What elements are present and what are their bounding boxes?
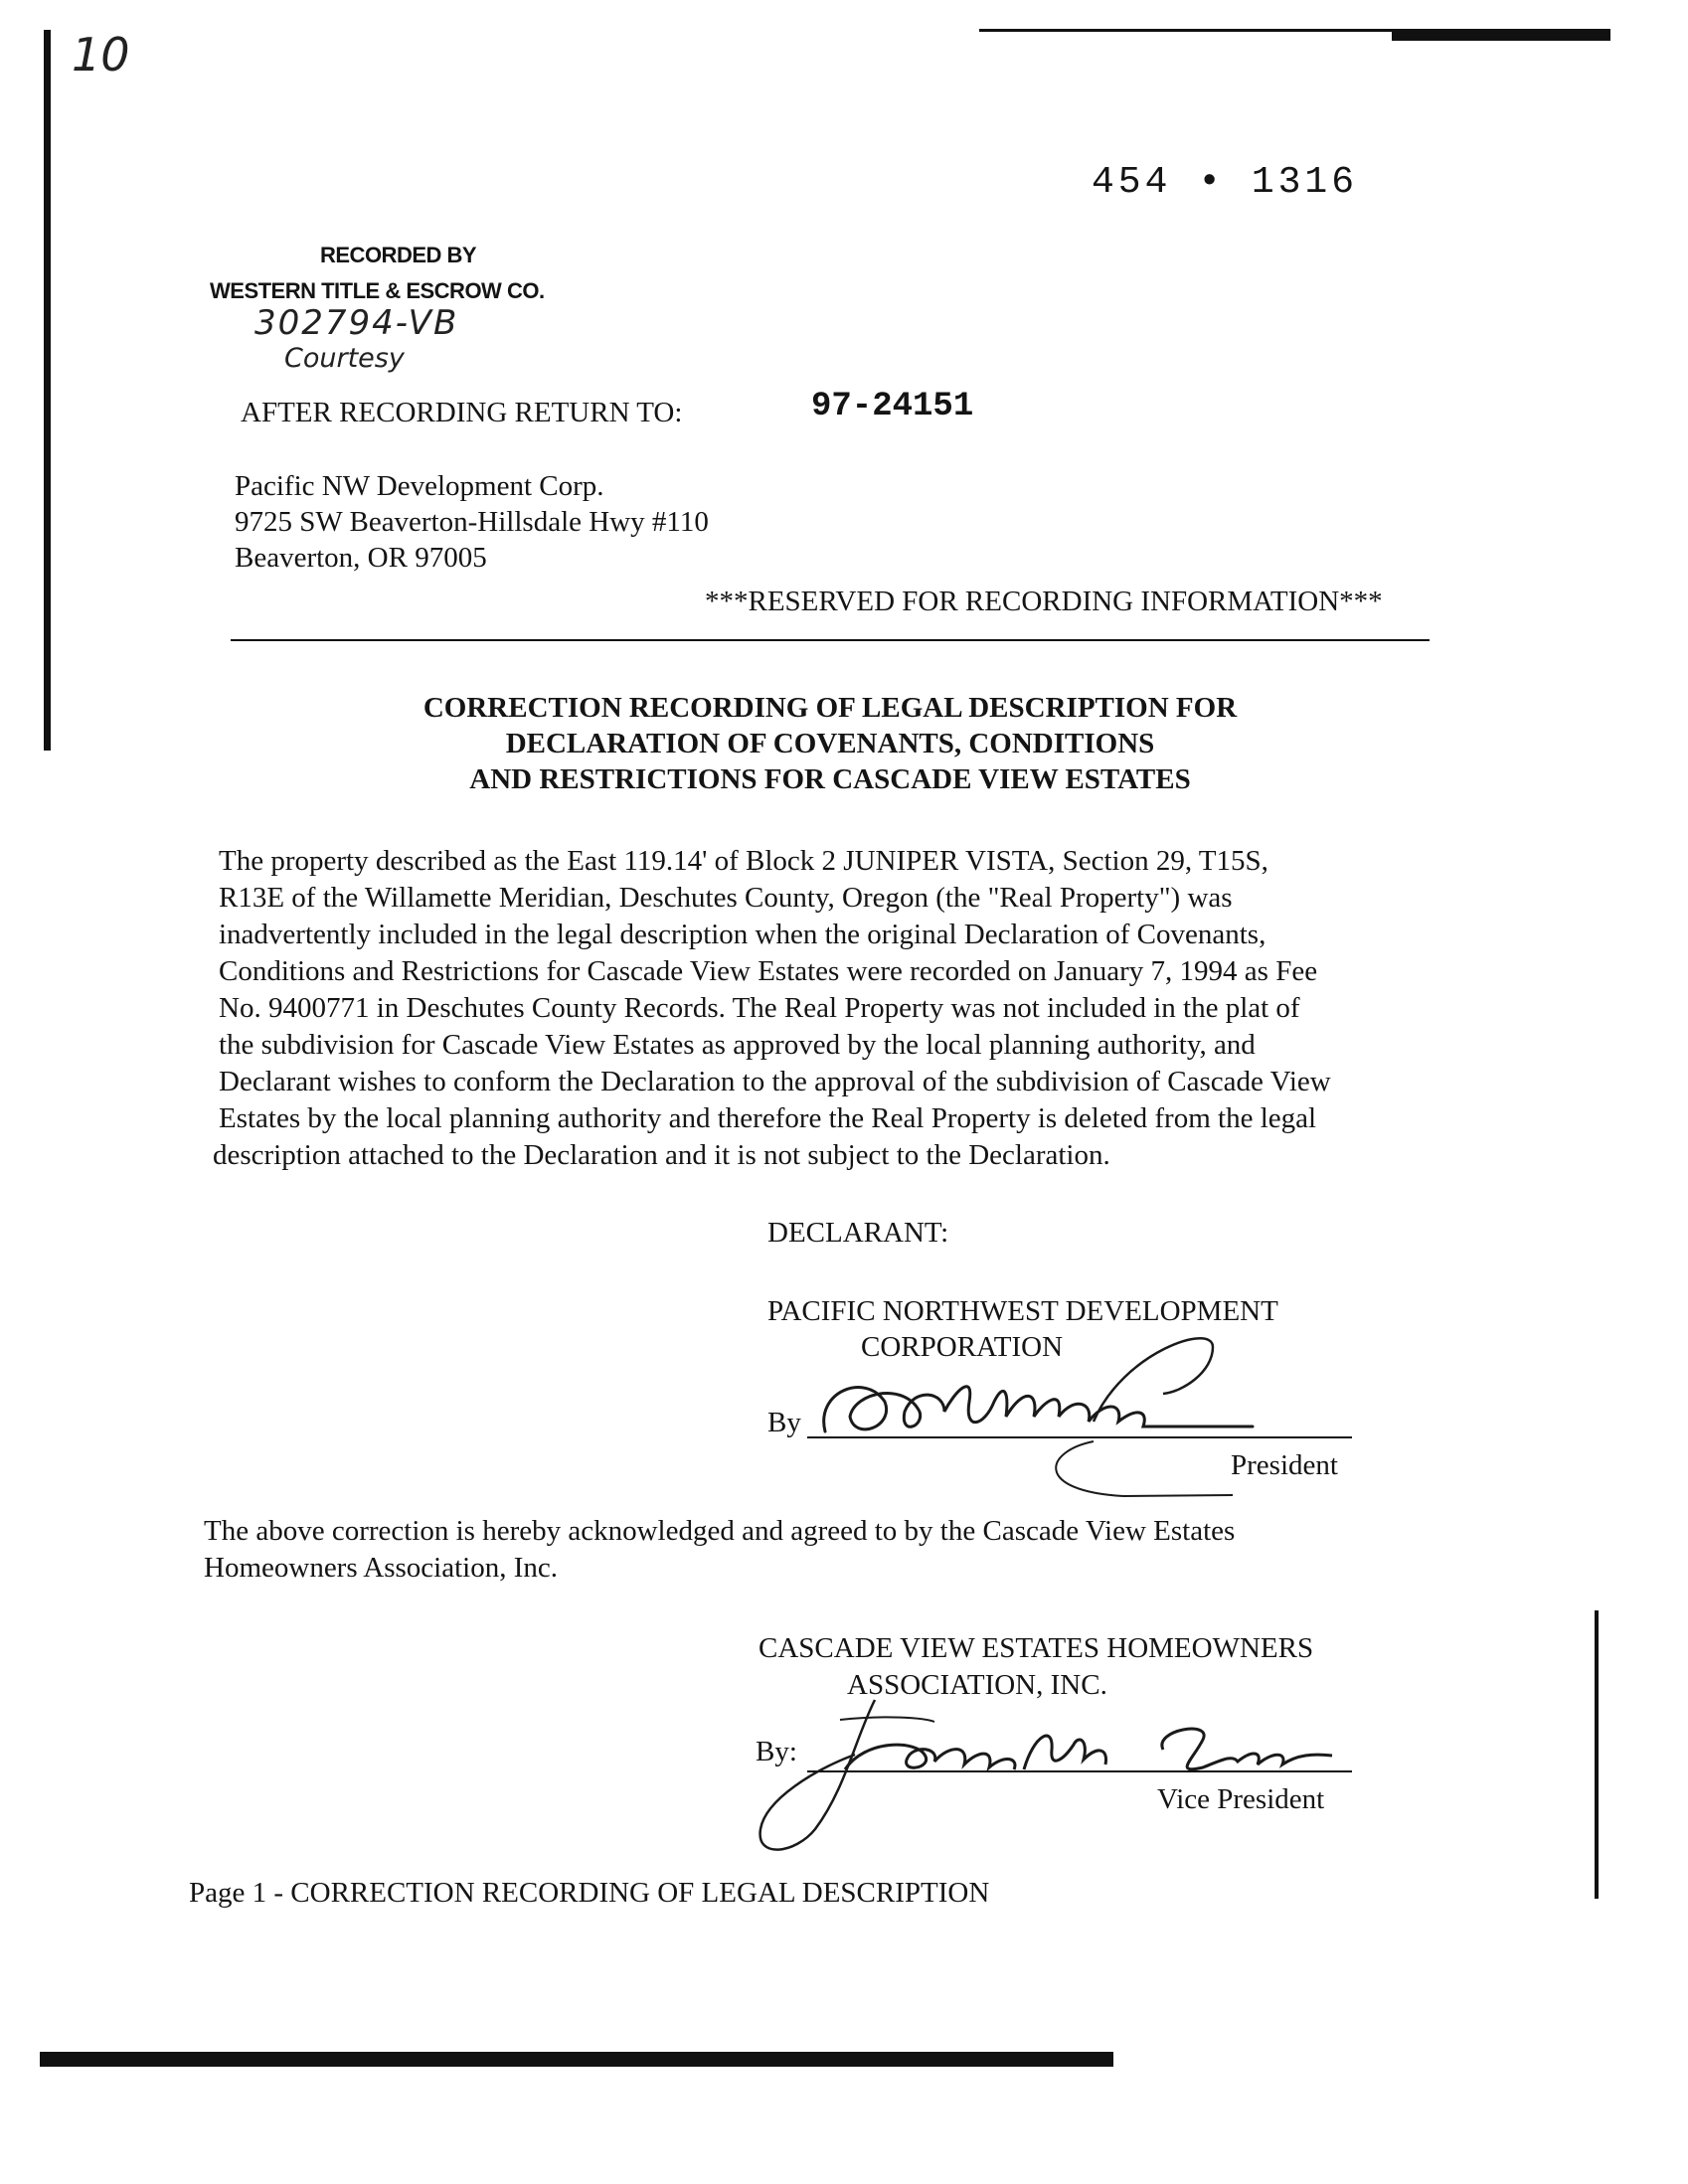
association-by-label: By: [756,1736,797,1767]
declarant-label: DECLARANT: [767,1217,949,1249]
return-address-city: Beaverton, OR 97005 [235,542,487,574]
body-line: R13E of the Willamette Meridian, Deschutes County, Oregon (the "Real Property") was [219,882,1233,914]
association-org-line1: CASCADE VIEW ESTATES HOMEOWNERS [759,1632,1314,1664]
scan-top-rule-dark [1392,29,1610,41]
document-title-line3: AND RESTRICTIONS FOR CASCADE VIEW ESTATES [469,763,1191,795]
handwritten-reference: 302794-VB [254,303,459,343]
declarant-by-label: By [767,1407,801,1438]
body-line: The property described as the East 119.14' of Block 2 JUNIPER VISTA, Section 29, T15S, [219,845,1268,877]
book-page-stamp: 454 • 1316 [1092,161,1359,204]
body-line: description attached to the Declaration and it is not subject to the Declaration. [213,1139,1110,1171]
declarant-title: President [1231,1449,1338,1481]
body-line: the subdivision for Cascade View Estates as approved by the local planning authority, and [219,1029,1256,1061]
body-line: Conditions and Restrictions for Cascade View Estates were recorded on January 7, 1994 as Fee [219,955,1318,987]
scan-bottom-bar [40,2052,1113,2067]
acknowledgement-line2: Homeowners Association, Inc. [204,1552,558,1584]
recorded-by-line1: RECORDED BY [320,243,477,267]
body-line: Estates by the local planning authority and therefore the Real Property is deleted from the legal [219,1102,1317,1134]
return-to-label: AFTER RECORDING RETURN TO: [241,397,683,428]
declarant-signature [795,1332,1352,1471]
header-separator-rule [231,639,1430,641]
page-footer: Page 1 - CORRECTION RECORDING OF LEGAL DESCRIPTION [189,1877,990,1909]
body-line: Declarant wishes to conform the Declaration to the approval of the subdivision of Cascade View [219,1066,1331,1097]
association-org-line2: ASSOCIATION, INC. [847,1669,1107,1701]
recorded-by-line2: WESTERN TITLE & ESCROW CO. [210,278,545,303]
return-address-name: Pacific NW Development Corp. [235,470,604,502]
association-title: Vice President [1157,1783,1325,1815]
handwritten-page-number: 10 [72,28,130,82]
body-line: inadvertently included in the legal description when the original Declaration of Covenants, [219,919,1266,950]
document-title-line1: CORRECTION RECORDING OF LEGAL DESCRIPTION FOR [422,692,1238,724]
reserved-recording-notice: ***RESERVED FOR RECORDING INFORMATION*** [705,586,1383,617]
scan-left-edge-bar [44,30,51,751]
acknowledgement-line1: The above correction is hereby acknowledged and agreed to by the Cascade View Estates [204,1515,1236,1547]
document-number: 97-24151 [811,388,974,425]
body-line: No. 9400771 in Deschutes County Records. The Real Property was not included in the plat of [219,992,1300,1024]
scan-right-edge-mark [1595,1610,1599,1899]
return-address-street: 9725 SW Beaverton-Hillsdale Hwy #110 [235,506,709,538]
document-title-line2: DECLARATION OF COVENANTS, CONDITIONS [505,728,1155,759]
declarant-org-line1: PACIFIC NORTHWEST DEVELOPMENT [767,1295,1278,1327]
declarant-org-line2: CORPORATION [861,1331,1064,1363]
association-signature [736,1680,1332,1859]
handwritten-note: Courtesy [284,343,405,374]
